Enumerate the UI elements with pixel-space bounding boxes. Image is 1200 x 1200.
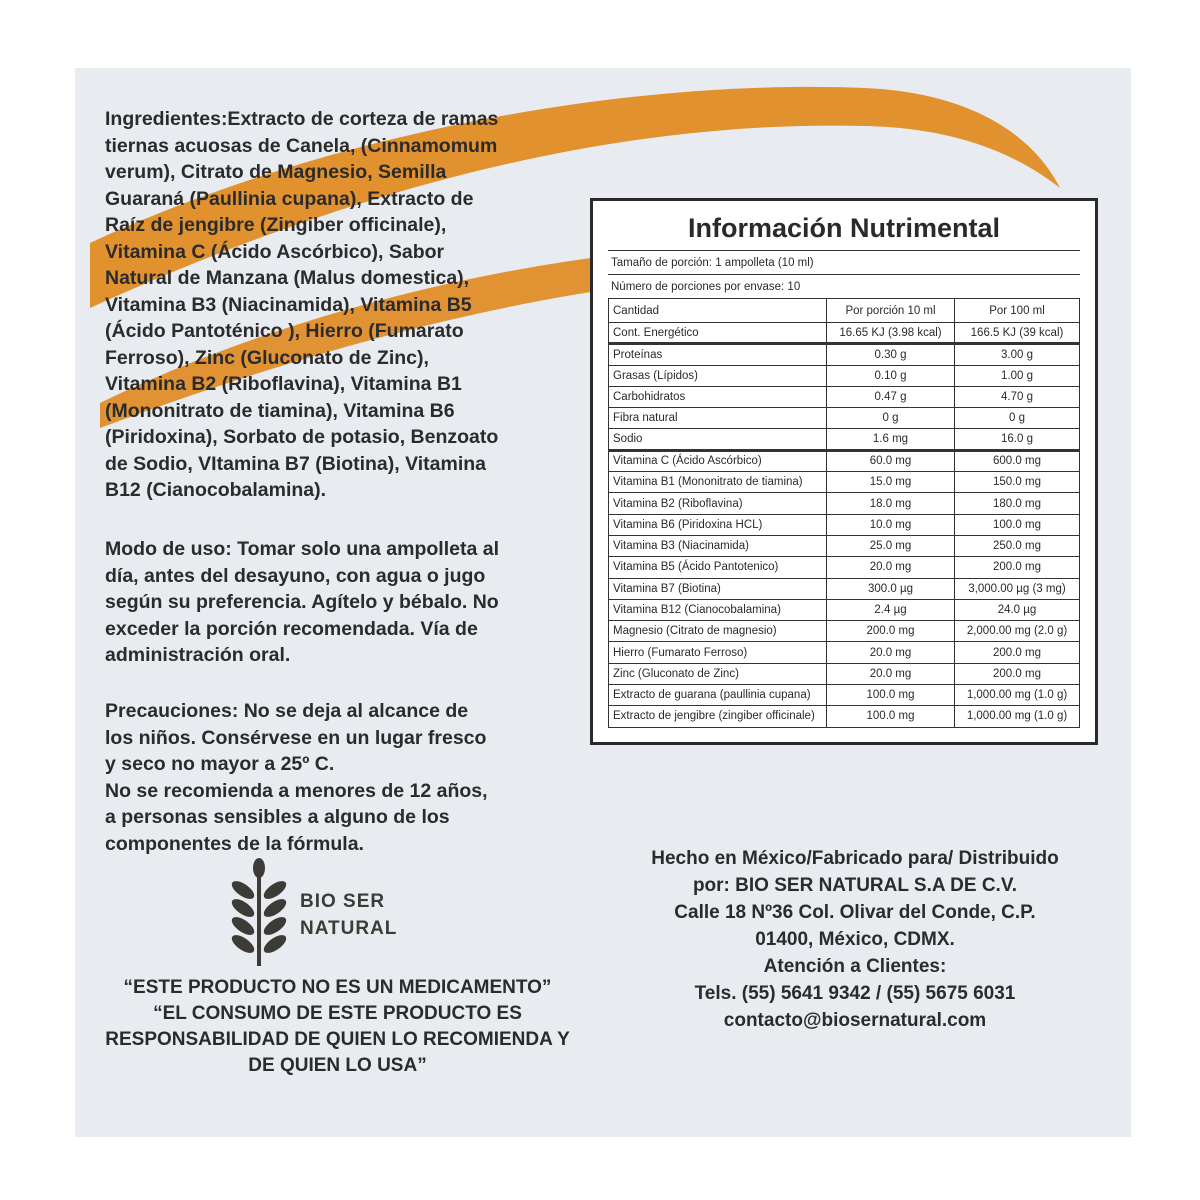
nutrition-cell: 18.0 mg xyxy=(827,493,955,514)
nutrition-cell: 250.0 mg xyxy=(955,535,1080,556)
nutrition-cell: 0 g xyxy=(827,408,955,429)
nutrition-cell: Vitamina B5 (Ácido Pantotenico) xyxy=(609,557,827,578)
legal-disclaimer: “ESTE PRODUCTO NO ES UN MEDICAMENTO” “EL CONSUMO DE ESTE PRODUCTO ES RESPONSABILIDAD DE QUIEN LO RECOMIENDA Y DE QUIEN LO USA” xyxy=(105,977,570,1076)
nutrition-cell: Vitamina B6 (Piridoxina HCL) xyxy=(609,514,827,535)
nutrition-cell: Hierro (Fumarato Ferroso) xyxy=(609,642,827,663)
nutrition-cell: Cont. Energético xyxy=(609,323,827,344)
nutrition-cell: 20.0 mg xyxy=(827,557,955,578)
brand-logo xyxy=(225,858,415,968)
nutrition-cell: 2.4 µg xyxy=(827,599,955,620)
nutrition-cell: 16.65 KJ (3.98 kcal) xyxy=(827,323,955,344)
nutrition-cell: Vitamina B12 (Cianocobalamina) xyxy=(609,599,827,620)
nutrition-cell: 60.0 mg xyxy=(827,450,955,471)
nutrition-cell: Magnesio (Citrato de magnesio) xyxy=(609,621,827,642)
nutrition-cell: 300.0 µg xyxy=(827,578,955,599)
header-cell: Cantidad xyxy=(609,299,827,323)
nutrition-cell: 0.30 g xyxy=(827,344,955,365)
precautions-text: Precauciones: No se deja al alcance de los niños. Consérvese en un lugar fresco y seco no mayor a 25º C. No se recomienda a menores de 12 años, a personas sensibles a alguno de los componentes de la fórmula. xyxy=(105,700,488,855)
nutrition-cell: 200.0 mg xyxy=(955,557,1080,578)
ingredients-text: Ingredientes:Extracto de corteza de ramas tiernas acuosas de Canela, (Cinnamomum verum), Citrato de Magnesio, Semilla Guaraná (Paullinia cupana), Extracto de Raíz de jengibre (Zingiber officinale), Vitamina C (Ácido Ascórbico), Sabor Natural de Manzana (Malus domestica), Vitamina B3 (Niacinamida), Vitamina B5 (Ácido Pantoténico ), Hierro (Fumarato Ferroso), Zinc (Gluconato de Zinc), Vitamina B2 (Riboflavina), Vitamina B1 (Mononitrato de tiamina), Vitamina B6 (Piridoxina), Sorbato de potasio, Benzoato de Sodio, VItamina B7 (Biotina), Vitamina B12 (Cianocobalamina). xyxy=(105,108,499,501)
nutrition-cell: Extracto de jengibre (zingiber officinale) xyxy=(609,706,827,727)
nutrition-cell: 0 g xyxy=(955,408,1080,429)
nutrition-cell: 3,000.00 µg (3 mg) xyxy=(955,578,1080,599)
nutrition-cell: 166.5 KJ (39 kcal) xyxy=(955,323,1080,344)
nutrition-row xyxy=(609,599,1080,620)
nutrition-cell: 25.0 mg xyxy=(827,535,955,556)
nutrition-cell: 0.10 g xyxy=(827,365,955,386)
nutrition-cell: Vitamina C (Ácido Ascórbico) xyxy=(609,450,827,471)
usage-instructions-text: Modo de uso: Tomar solo una ampolleta al día, antes del desayuno, con agua o jugo según su preferencia. Agítelo y bébalo. No exceder la porción recomendada. Vía de administración oral. xyxy=(105,538,500,666)
nutrition-row xyxy=(609,450,1080,471)
nutrition-row xyxy=(609,344,1080,365)
nutrition-cell: 600.0 mg xyxy=(955,450,1080,471)
nutrition-cell: 10.0 mg xyxy=(827,514,955,535)
nutrition-row xyxy=(609,386,1080,407)
nutrition-cell: 200.0 mg xyxy=(955,663,1080,684)
nutrition-cell: 150.0 mg xyxy=(955,472,1080,493)
wheat-icon xyxy=(225,858,295,968)
nutrition-row xyxy=(609,663,1080,684)
nutrition-cell: 100.0 mg xyxy=(827,685,955,706)
nutrition-row xyxy=(609,685,1080,706)
nutrition-table xyxy=(608,298,1080,728)
nutrition-cell: 24.0 µg xyxy=(955,599,1080,620)
nutrition-cell: 2,000.00 mg (2.0 g) xyxy=(955,621,1080,642)
nutrition-cell: 0.47 g xyxy=(827,386,955,407)
header-cell: Por 100 ml xyxy=(955,299,1080,323)
nutrition-cell: 20.0 mg xyxy=(827,642,955,663)
nutrition-row xyxy=(609,472,1080,493)
nutrition-row xyxy=(609,514,1080,535)
nutrition-row xyxy=(609,557,1080,578)
nutrition-cell: 16.0 g xyxy=(955,429,1080,450)
nutrition-cell: 20.0 mg xyxy=(827,663,955,684)
manufacturer-info: Hecho en México/Fabricado para/ Distribuido por: BIO SER NATURAL S.A DE C.V. Calle 18 Nº36 Col. Olivar del Conde, C.P. 01400, México, CDMX. Atención a Clientes: Tels. (55) 5641 9342 / (55) 5675 6031 contacto@biosernatural.com xyxy=(651,848,1059,1031)
nutrition-cell: Vitamina B3 (Niacinamida) xyxy=(609,535,827,556)
servings-per-container: Número de porciones por envase: 10 xyxy=(611,281,801,293)
nutrition-cell: 200.0 mg xyxy=(955,642,1080,663)
nutrition-cell: Sodio xyxy=(609,429,827,450)
nutrition-cell: 1,000.00 mg (1.0 g) xyxy=(955,706,1080,727)
nutrition-cell: Vitamina B7 (Biotina) xyxy=(609,578,827,599)
nutrition-cell: Vitamina B2 (Riboflavina) xyxy=(609,493,827,514)
label-panel xyxy=(75,68,1131,1137)
nutrition-cell: 100.0 mg xyxy=(955,514,1080,535)
nutrition-cell: Proteínas xyxy=(609,344,827,365)
nutrition-row xyxy=(609,535,1080,556)
header-cell: Por porción 10 ml xyxy=(827,299,955,323)
nutrition-cell: 1.6 mg xyxy=(827,429,955,450)
nutrition-facts-panel xyxy=(590,198,1098,745)
nutrition-cell: Vitamina B1 (Mononitrato de tiamina) xyxy=(609,472,827,493)
brand-logo-text: BIO SER NATURAL xyxy=(300,891,398,939)
nutrition-row xyxy=(609,408,1080,429)
nutrition-row xyxy=(609,642,1080,663)
nutrition-cell: Extracto de guarana (paullinia cupana) xyxy=(609,685,827,706)
nutrition-cell: 100.0 mg xyxy=(827,706,955,727)
nutrition-cell: Fibra natural xyxy=(609,408,827,429)
nutrition-cell: 200.0 mg xyxy=(827,621,955,642)
nutrition-cell: 1,000.00 mg (1.0 g) xyxy=(955,685,1080,706)
nutrition-cell: 3.00 g xyxy=(955,344,1080,365)
nutrition-row xyxy=(609,493,1080,514)
nutrition-row xyxy=(609,706,1080,727)
serving-size: Tamaño de porción: 1 ampolleta (10 ml) xyxy=(608,251,1080,275)
nutrition-row xyxy=(609,323,1080,344)
nutrition-title: Información Nutrimental xyxy=(608,209,1080,251)
nutrition-cell: Grasas (Lípidos) xyxy=(609,365,827,386)
nutrition-cell: 1.00 g xyxy=(955,365,1080,386)
nutrition-cell: Carbohidratos xyxy=(609,386,827,407)
nutrition-table-header xyxy=(609,299,1080,323)
nutrition-row xyxy=(609,365,1080,386)
nutrition-cell: 4.70 g xyxy=(955,386,1080,407)
nutrition-cell: 180.0 mg xyxy=(955,493,1080,514)
nutrition-row xyxy=(609,621,1080,642)
nutrition-row xyxy=(609,578,1080,599)
nutrition-cell: Zinc (Gluconato de Zinc) xyxy=(609,663,827,684)
nutrition-row xyxy=(609,429,1080,450)
nutrition-cell: 15.0 mg xyxy=(827,472,955,493)
